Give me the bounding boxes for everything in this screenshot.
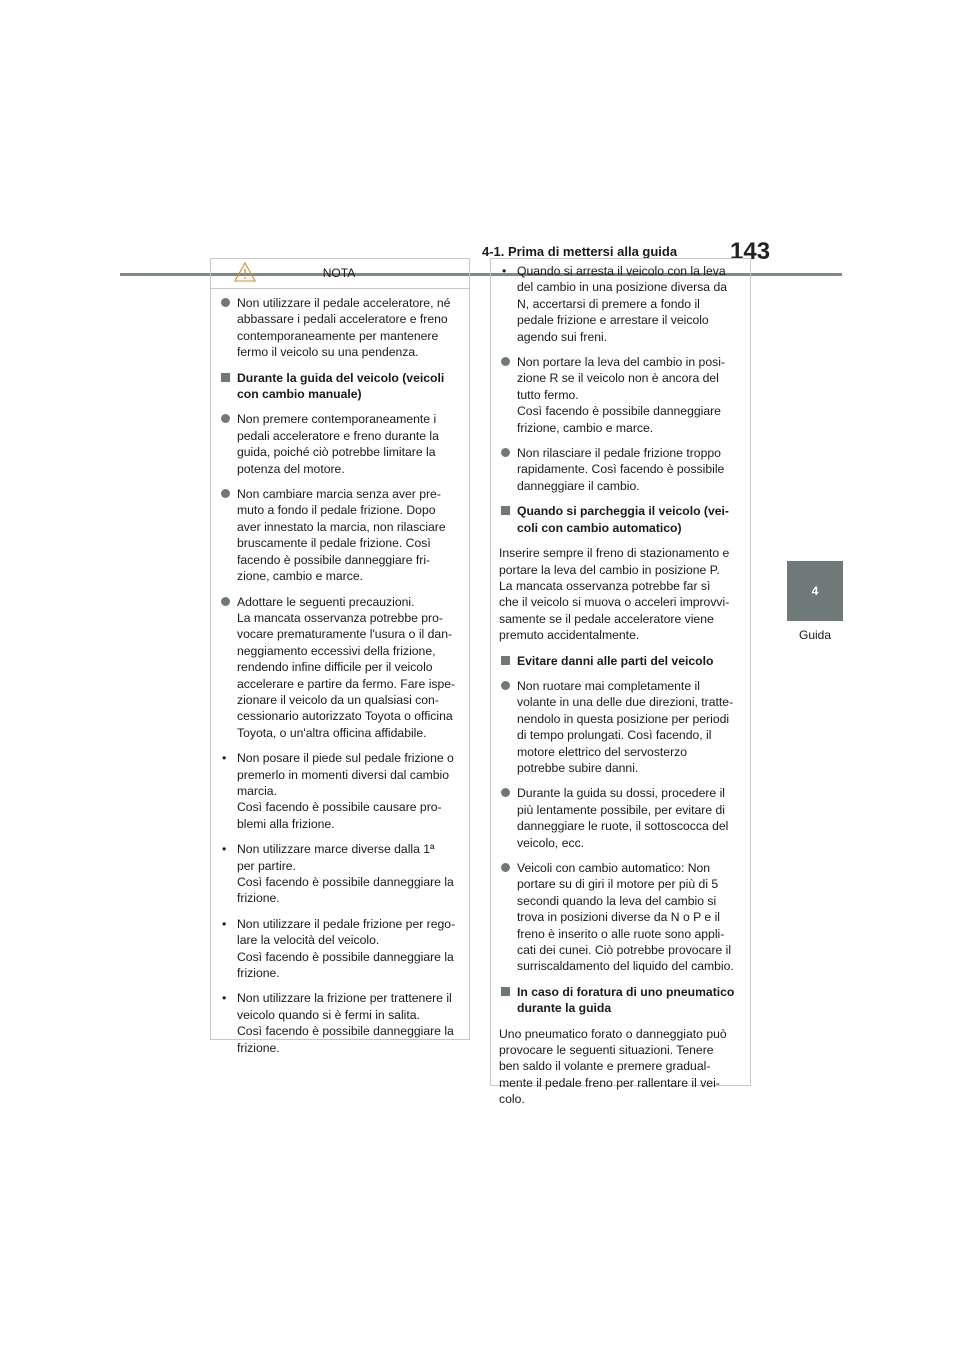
item-text: • Non posare il piede sul pedale frizione o premerlo in momenti diversi dal cambio marcia. Così facendo è possibile causare pro- blemi alla frizione. — [237, 751, 454, 831]
section-heading — [499, 503, 740, 536]
item-text: Durante la guida del veicolo (veicoli con cambio manuale) — [237, 370, 445, 402]
bullet-item — [499, 785, 740, 851]
item-text: • Non utilizzare la frizione per trattenere il veicolo quando si è fermi in salita. Così facendo è possibile danneggiare la frizione. — [237, 991, 454, 1055]
nota-divider — [211, 288, 469, 289]
dot-item — [219, 841, 459, 907]
bullet-item — [499, 678, 740, 776]
item-text: • Quando si arresta il veicolo con la leva del cambio in una posizione diversa da N, accertarsi di premere a fondo il pedale frizione e arrestare il veicolo agendo sui freni. — [517, 264, 728, 344]
nota-panel-right — [490, 258, 751, 1107]
paragraph — [499, 545, 740, 643]
bullet-item — [499, 860, 740, 975]
page-number: 143 — [730, 238, 771, 265]
item-text: Durante la guida su dossi, procedere il più lentamente possibile, per evitare di danneggiare le ruote, il sottoscocca del veicolo, ecc. — [517, 786, 729, 850]
item-text: Evitare danni alle parti del veicolo — [517, 653, 714, 668]
bullet-item — [499, 354, 740, 436]
section-heading — [499, 653, 740, 669]
nota-panel-left — [210, 258, 470, 1055]
left-column-content — [219, 295, 459, 1056]
item-text: Inserire sempre il freno di stazionamento e portare la leva del cambio in posizione P. La mancata osservanza potrebbe far sì che il veicolo si muova o acceleri improvvi- samente se il pedale acceleratore viene premuto accidentalmente. — [499, 546, 730, 643]
item-text: Veicoli con cambio automatico: Non portare su di giri il motore per più di 5 secondi quando la leva del cambio si trova in posizioni diverse da N o P e il freno è inserito o alle ruote sono appli- cati dei cunei. Ciò potrebbe provocare il surriscaldamento del liquido del cambio. — [517, 861, 734, 974]
bullet-item — [219, 594, 459, 742]
item-text: • Non utilizzare marce diverse dalla 1ª per partire. Così facendo è possibile danneggiare la frizione. — [237, 842, 454, 906]
item-text: Non rilasciare il pedale frizione troppo rapidamente. Così facendo è possibile danneggiare il cambio. — [517, 446, 725, 493]
item-text: Uno pneumatico forato o danneggiato può provocare le seguenti situazioni. Tenere ben saldo il volante e premere gradual- mente il pedale freno per rallentare il vei- colo. — [499, 1026, 727, 1107]
section-heading — [219, 370, 459, 403]
item-text: Non premere contemporaneamente i pedali acceleratore e freno durante la guida, poiché ciò potrebbe limitare la potenza del motore. — [237, 412, 439, 476]
chapter-label: Guida — [798, 628, 832, 642]
dot-item — [219, 916, 459, 982]
item-text: Non cambiare marcia senza aver pre- muto a fondo il pedale frizione. Dopo aver innestato la marcia, non rilasciare bruscamente il pedale frizione. Così facendo è possibile danneggiare fri- zione, cambio e marce. — [237, 487, 446, 584]
bullet-item — [219, 486, 459, 584]
chapter-number: 4 — [811, 584, 819, 598]
bullet-item — [219, 295, 459, 361]
section-heading — [499, 984, 740, 1017]
dot-item — [499, 263, 740, 345]
dot-item — [219, 750, 459, 832]
nota-title: NOTA — [322, 266, 356, 280]
item-text: • Non utilizzare il pedale frizione per rego- lare la velocità del veicolo. Così facendo è possibile danneggiare la frizione. — [237, 916, 456, 981]
paragraph — [499, 1026, 740, 1108]
item-text: Non ruotare mai completamente il volante in una delle due direzioni, tratte- nendolo in questa posizione per periodi di tempo prolungati. Così facendo, il motore elettrico del servosterzo potrebbe subire danni. — [517, 678, 734, 775]
bullet-item — [219, 411, 459, 477]
bullet-item — [499, 445, 740, 494]
chapter-tab — [787, 561, 843, 621]
dot-item — [219, 990, 459, 1056]
right-column-content — [499, 263, 740, 1108]
item-text: Non portare la leva del cambio in posi- zione R se il veicolo non è ancora del tutto fermo. Così facendo è possibile danneggiare frizione, cambio e marce. — [517, 355, 725, 435]
warning-triangle-icon — [234, 262, 256, 282]
item-text: Adottare le seguenti precauzioni. La mancata osservanza potrebbe pro- vocare prematuramente l'usura o il dan- neggiamento eccessivi della frizione, rendendo infine difficile per il veicolo accelerare e partire da fermo. Fare ispe- zionare il veicolo da un qualsiasi con- cessionario autorizzato Toyota o officina Toyota, o un'altra officina affidabile. — [237, 594, 456, 740]
item-text: Quando si parcheggia il veicolo (vei- coli con cambio automatico) — [517, 504, 729, 535]
item-text: In caso di foratura di uno pneumatico durante la guida — [517, 984, 735, 1016]
item-text: Non utilizzare il pedale acceleratore, né abbassare i pedali acceleratore e freno contemporaneamente per mantenere fermo il veicolo su una pendenza. — [237, 296, 451, 360]
nota-header — [219, 259, 459, 288]
section-title: 4-1. Prima di mettersi alla guida — [482, 244, 678, 259]
